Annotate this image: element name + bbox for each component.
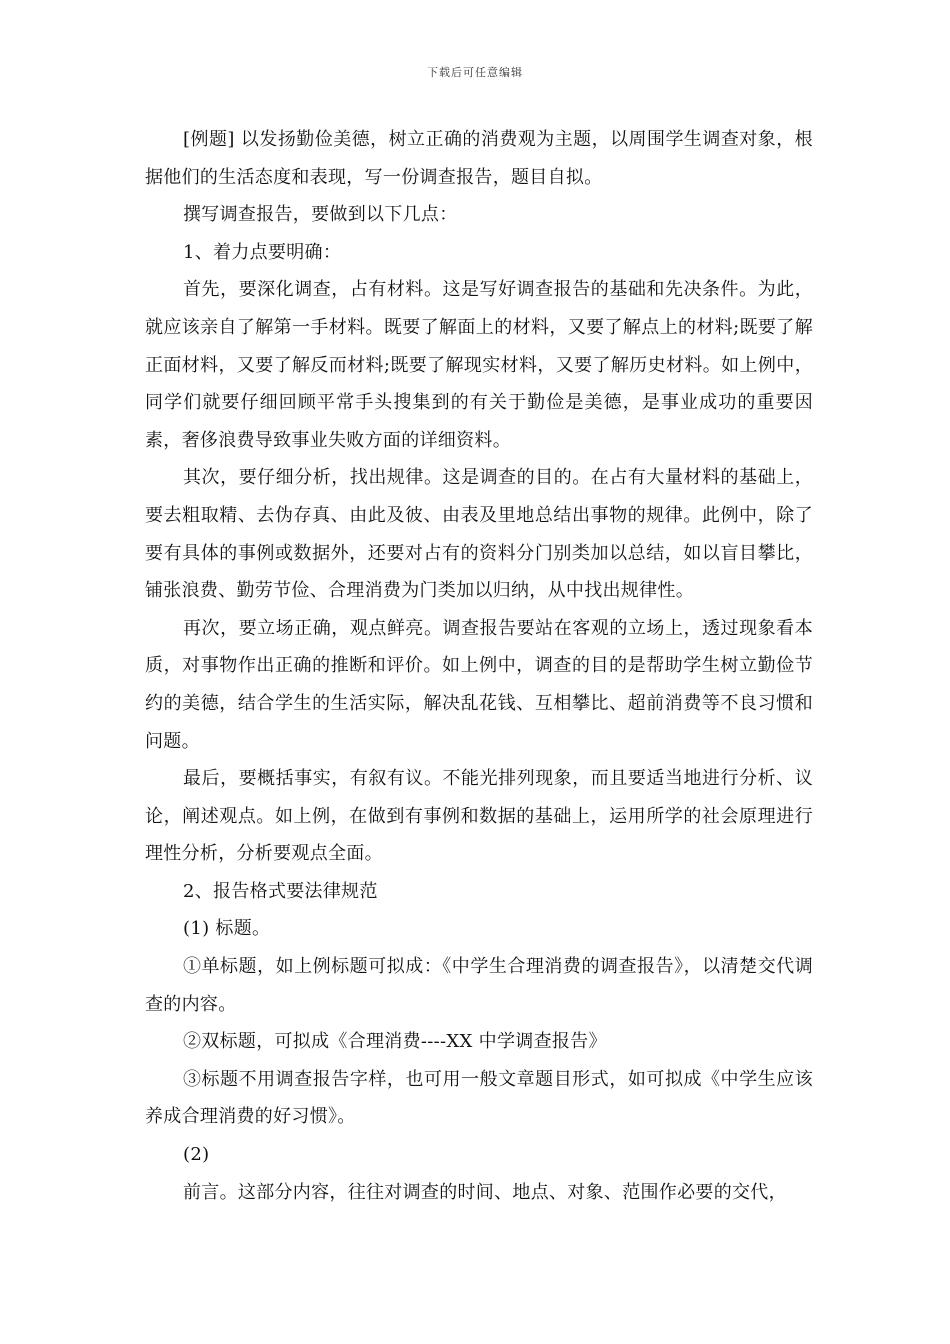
paragraph-second: 其次，要仔细分析，找出规律。这是调查的目的。在占有大量材料的基础上，要去粗取精、去伪存真、由此及彼、由表及里地总结出事物的规律。此例中，除了要有具体的事例或数据外，还要对占有的资料分门别类加以总结，如以盲目攀比，铺张浪费、勤劳节俭、合理消费为门类加以归纳，从中找出规律性。: [145, 467, 813, 602]
paragraph-title-heading: (1) 标题。: [183, 918, 271, 940]
paragraph-third: 再次，要立场正确，观点鲜亮。调查报告要站在客观的立场上，透过现象看本质，对事物作出正确的推断和评价。如上例中，调查的目的是帮助学生树立勤俭节约的美德，结合学生的生活实际，解决乱花钱、互相攀比、超前消费等不良习惯和问题。: [145, 617, 813, 752]
page-header-note: 下载后可任意编辑: [427, 66, 523, 79]
document-body: [145, 121, 813, 1211]
paragraph-example-question: [例题] 以发扬勤俭美德，树立正确的消费观为主题，以周围学生调查对象，根据他们的生活态度和表现，写一份调查报告，题目自拟。: [145, 129, 813, 188]
paragraph-item-2-marker: (2): [183, 1144, 210, 1166]
paragraph-first: 首先，要深化调查，占有材料。这是写好调查报告的基础和先决条件。为此，就应该亲自了解第一手材料。既要了解面上的材料，又要了解点上的材料;既要了解正面材料，又要了解反而材料;既要了解现实材料，又要了解历史材料。如上例中，同学们就要仔细回顾平常手头搜集到的有关于勤俭是美德，是事业成功的重要因素，奢侈浪费导致事业失败方面的详细资料。: [145, 279, 813, 451]
paragraph-last: 最后，要概括事实，有叙有议。不能光排列现象，而且要适当地进行分析、议论，阐述观点。如上例，在做到有事例和数据的基础上，运用所学的社会原理进行理性分析，分析要观点全面。: [145, 768, 813, 865]
paragraph-double-title: ②双标题，可拟成《合理消费----XX 中学调查报告》: [183, 1031, 607, 1053]
paragraph-preface: 前言。这部分内容，往往对调查的时间、地点、对象、范围作必要的交代，: [183, 1181, 787, 1203]
paragraph-section-2-heading: 2、报告格式要法律规范: [183, 880, 378, 902]
paragraph-title-form: ③标题不用调查报告字样，也可用一般文章题目形式，如可拟成《中学生应该养成合理消费的好习惯》。: [145, 1068, 813, 1128]
paragraph-section-1-heading: 1、着力点要明确：: [183, 241, 342, 263]
paragraph-single-title: ①单标题，如上例标题可拟成：《中学生合理消费的调查报告》，以清楚交代调查的内容。: [145, 956, 813, 1015]
paragraph-intro: 撰写调查报告，要做到以下几点：: [183, 204, 458, 226]
